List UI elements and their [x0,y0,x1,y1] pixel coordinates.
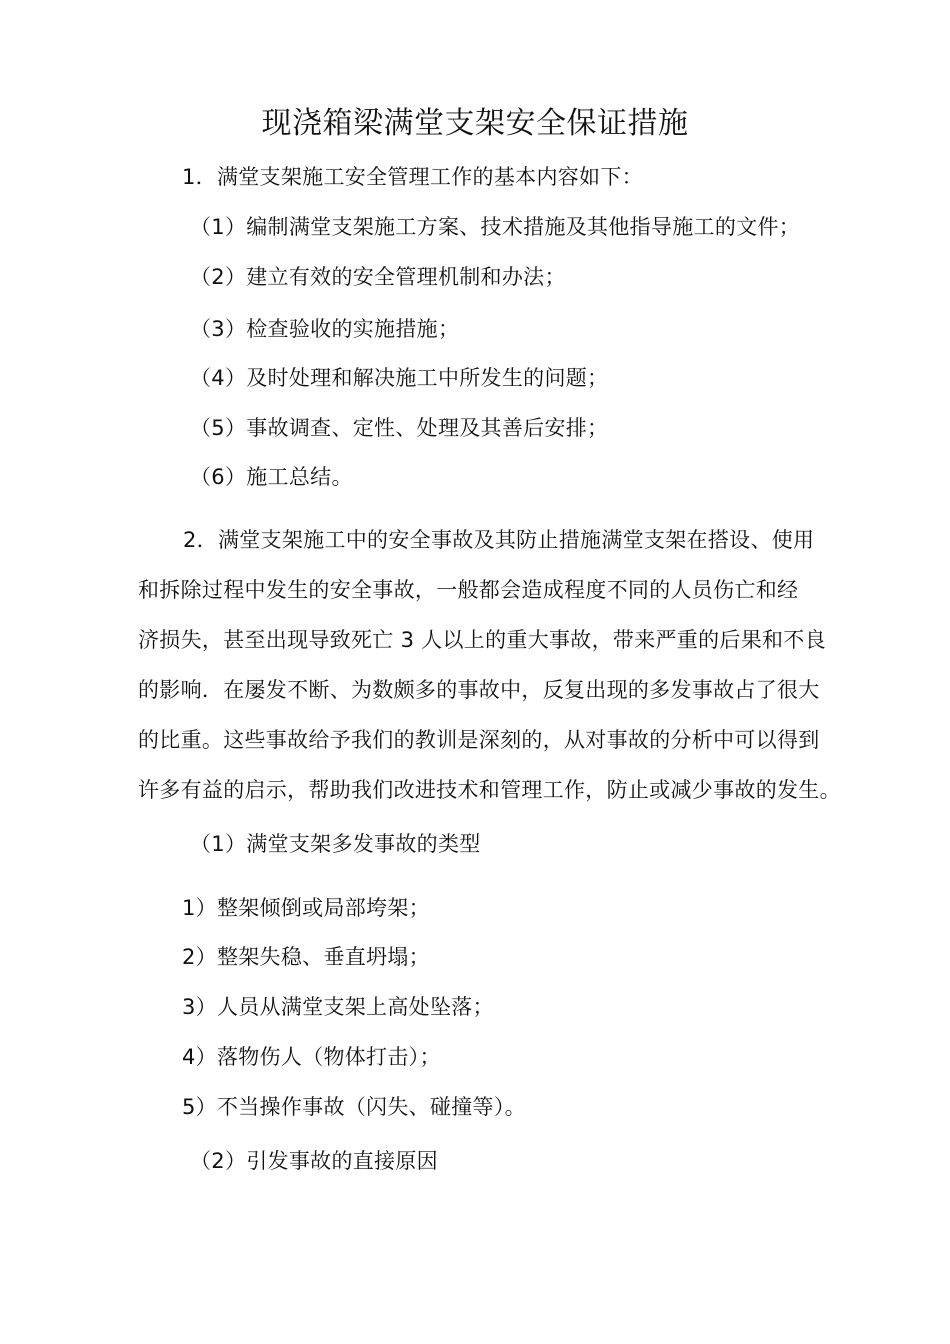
section-2-subheading-1: （1）满堂支架多发事故的类型 [190,832,481,856]
section-1-heading: 1．满堂支架施工安全管理工作的基本内容如下： [182,165,643,189]
section-1-item-6: （6）施工总结。 [190,465,353,489]
accident-type-2: 2）整架失稳、垂直坍塌； [182,945,430,969]
section-2-line-5: 的比重。这些事故给予我们的教训是深刻的，从对事故的分析中可以得到 [138,728,820,752]
accident-type-4: 4）落物伤人（物体打击）； [182,1045,441,1069]
section-1-item-2: （2）建立有效的安全管理机制和办法； [190,265,566,289]
section-2-line-1: 2．满堂支架施工中的安全事故及其防止措施满堂支架在搭设、使用 [183,528,815,552]
section-2-line-6: 许多有益的启示，帮助我们改进技术和管理工作，防止或减少事故的发生。 [138,778,841,802]
section-1-item-4: （4）及时处理和解决施工中所发生的问题； [190,366,609,390]
section-2-line-3: 济损失，甚至出现导致死亡 3 人以上的重大事故，带来严重的后果和不良 [138,628,826,652]
section-1-item-3: （3）检查验收的实施措施； [190,317,460,341]
document-title: 现浇箱梁满堂支架安全保证措施 [261,106,689,141]
accident-type-3: 3）人员从满堂支架上高处坠落； [182,995,494,1019]
accident-type-5: 5）不当操作事故（闪失、碰撞等）。 [182,1095,526,1119]
section-2-subheading-2: （2）引发事故的直接原因 [190,1149,438,1173]
section-1-item-5: （5）事故调查、定性、处理及其善后安排； [190,416,609,440]
accident-type-1: 1）整架倾倒或局部垮架； [182,896,430,920]
section-2-line-4: 的影响．在屡发不断、为数颇多的事故中，反复出现的多发事故占了很大 [138,678,820,702]
section-2-paragraph [138,515,841,815]
section-1-item-1: （1）编制满堂支架施工方案、技术措施及其他指导施工的文件； [190,215,801,239]
section-2-line-2: 和拆除过程中发生的安全事故，一般都会造成程度不同的人员伤亡和经 [138,578,799,602]
